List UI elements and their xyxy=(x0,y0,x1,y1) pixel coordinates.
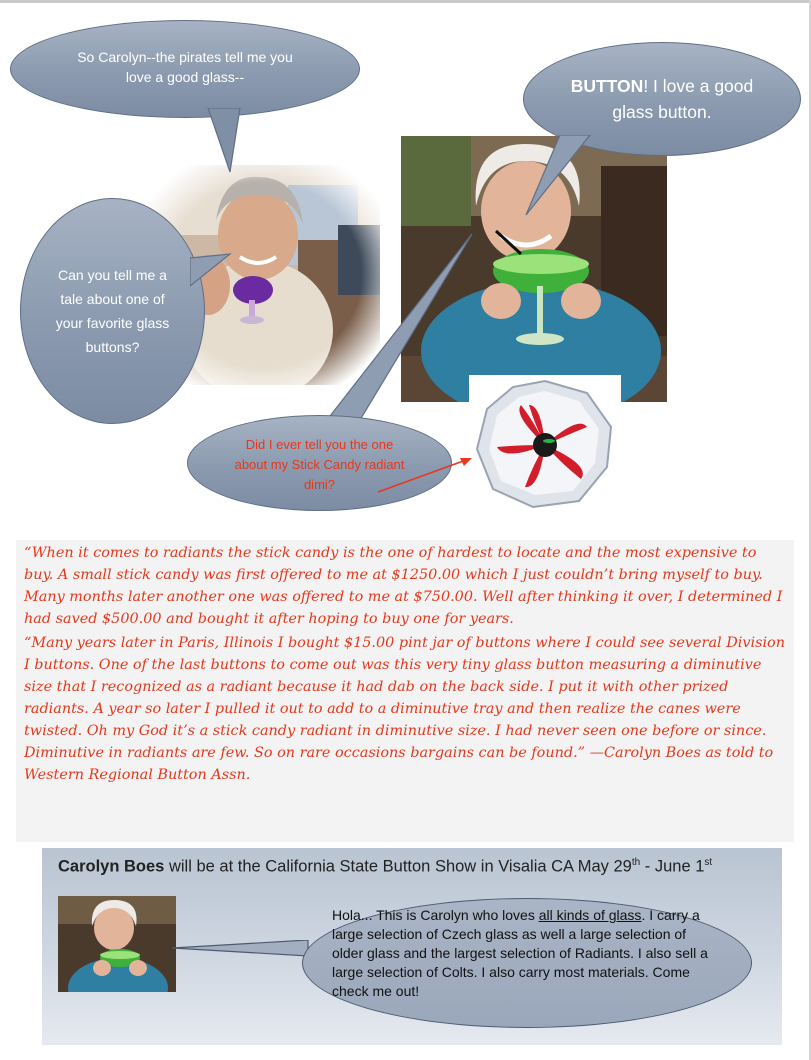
announcement-text-before: will be at the California State Button Show in Visalia CA May 29 xyxy=(164,857,632,876)
announcement-panel xyxy=(42,848,782,1045)
bubble-text-button-bold: BUTTON xyxy=(570,75,644,96)
story-paragraph-1: “When it comes to radiants the stick candy is the one of hardest to locate and the most expensive to buy. A small stick candy was first offered to me at $1250.00 which I just couldn’t bring myself to buy. Many months later another one was offered to me at $750.00. Well after thinking it over, I determined I had saved $500.00 and bought it after hoping to buy one for years. xyxy=(24,545,783,627)
info-text-part1: Hola... This is Carolyn who loves xyxy=(332,907,539,923)
red-arrow-to-button xyxy=(374,450,484,500)
story-paragraph-2: “Many years later in Paris, Illinois I bought $15.00 pint jar of buttons where I could see several Division I buttons. One of the last buttons to come out was this very tiny glass button measuring a diminutive size that I recognized as a radiant because it had dab on the back side. I put it with other prized radiants. A year so later I pulled it out to add to a diminutive tray and then realize the canes were twisted. Oh my God it’s a stick candy radiant in diminutive size. I had never seen one before or since. Diminutive in radiants are few. So on rare occasions bargains can be found.” —Carolyn Boes as told to Western Regional Button Assn. xyxy=(24,635,785,783)
info-text-part2: . I carry a large selection of Czech glass as well a large selection of older glass and the largest selection of Radiants. I also sell a large selection of Colts. I also carry most materials. Come check me out! xyxy=(332,907,708,999)
story-panel xyxy=(16,540,794,842)
announcement-name: Carolyn Boes xyxy=(58,857,165,876)
info-bubble-tail xyxy=(172,940,312,960)
announcement-sup-st: st xyxy=(704,857,713,868)
announcement-text-middle: - June 1 xyxy=(640,857,705,876)
bubble-text-intro: So Carolyn--the pirates tell me you love a good glass-- xyxy=(77,48,293,85)
speech-bubble-tale-question xyxy=(20,198,205,424)
bubble-tail-intro xyxy=(200,108,260,178)
photo-stick-candy-radiant-button xyxy=(469,375,621,515)
speech-bubble-question-intro xyxy=(10,20,360,118)
bubble-tail-button-answer xyxy=(520,135,600,225)
top-border xyxy=(0,0,811,3)
announcement-sup-th: th xyxy=(631,857,641,868)
info-text-underlined: all kinds of glass xyxy=(538,907,642,923)
bubble-text-button-answer xyxy=(567,73,757,126)
announcement-title xyxy=(58,857,712,877)
bubble-text-stick-candy: Did I ever tell you the one about my Stick Candy radiant dimi? xyxy=(234,437,405,492)
bubble-text-tale-question: Can you tell me a tale about one of your favorite glass buttons? xyxy=(55,267,170,355)
info-text xyxy=(332,906,712,1001)
bubble-tail-tale-question xyxy=(190,252,240,302)
bubble-text-button-rest: ! I love a good glass button. xyxy=(612,75,754,122)
photo-carolyn-thumbnail xyxy=(58,896,176,992)
bubble-tail-stick-candy xyxy=(300,230,480,430)
